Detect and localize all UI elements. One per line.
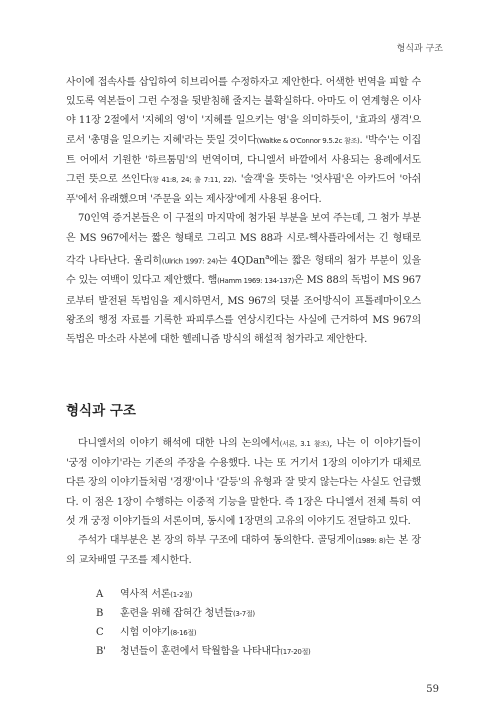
body-text-top (66, 73, 421, 349)
superscript: a (265, 252, 270, 261)
running-header: 형식과 구조 (396, 44, 443, 54)
outline-text: 청년들이 훈련에서 탁월함을 나타내다 (120, 646, 281, 657)
outline-letter: C (96, 627, 104, 638)
chiastic-outline (96, 585, 416, 661)
section-heading: 형식과 구조 (66, 403, 136, 419)
outline-text: 시험 이야기 (120, 627, 171, 638)
verse-ref: (3-7절) (233, 610, 255, 618)
outline-item (96, 623, 416, 642)
verse-ref: (1-2절) (170, 591, 193, 599)
paragraph-form: 다니엘서의 이야기 해석에 대한 나의 논의에서(서론, 3.1 참조), 나는 이 이야기들이 '궁정 이야기'라는 기존의 주장을 수용했다. 나는 또 거기서 1장의 이야기가 대체로 다른 장의 이야기들처럼 '경쟁'이나 '갈등'의 유형과 잘 맞지 않는다는 사실도 언급했다. 이 점은 1장이 수행하는 이중적 기능을 말한다. 즉 1장은 다니엘서 전체 특히 여섯 개 궁정 이야기들의 서론이며, 동시에 1장면의 고유의 이야기도 전달하고 있다. (66, 438, 421, 527)
paragraph-septuagint: 70인역 증거본들은 이 구절의 마지막에 첨가된 부분을 보여 주는데, 그 첨가 부분은 MS 967에서는 짧은 형태로 그리고 MS 88과 시로-헥사플라에서는 긴 형태로 각각 나타난다. 울리히(Ulrich 1997: 24)는 4QDan$^a$에는 짧은 형태의 첨가 부분이 있을 수 있는 여백이 있다고 제안했다. 햄(Hamm 1969: 134-137)은 MS 88의 독법이 MS 967로부터 발전된 독법임을 제시하면서, MS 967의 덧붙 조어방식이 프톨레마이오스 왕조의 행정 자료를 기록한 파피루스를 연상시킨다는 사실에 근거하여 MS 967의 독법은 마소라 사본에 대한 헬레니즘 방식의 해설적 첨가라고 제안한다. (66, 213, 422, 345)
outline-letter: B' (96, 646, 106, 657)
citation: (Hamm 1969: 134-137) (217, 277, 294, 286)
citation: (서론, 3.1 참조) (279, 440, 330, 448)
outline-text: 역사적 서론 (120, 589, 171, 600)
outline-item (96, 604, 416, 623)
outline-letter: A (96, 589, 104, 600)
verse-ref: (8-16절) (170, 629, 197, 637)
page-number: 59 (426, 684, 439, 695)
verse-ref: (17-20절) (280, 648, 311, 656)
citation: (1989: 8) (355, 537, 386, 546)
body-text-section (66, 434, 421, 570)
citation: (Waltke & O'Connor 9.5.2c 참조) (256, 136, 360, 145)
outline-text: 훈련을 위해 잡혀간 청년들 (120, 608, 233, 619)
paragraph-continuation: 사이에 접속사를 삽입하여 히브리어를 수정하자고 제안한다. 어색한 번역을 피할 수 있도록 역본들이 그런 수정을 뒷받침해 줄지는 불확실하다. 아마도 이 연계형은 이사야 11장 2절에서 '지혜의 영'이 '지혜를 일으키는 영'을 의미하듯이, '효과의 생격'으로서 '총명을 일으키는 지혜'라는 뜻일 것이다(Waltke & O'Connor 9.5.2c 참조). '박수'는 이집트 어에서 기원한 '하르툼밈'의 번역이며, 다니엘서 바깥에서 사용되는 용례에서도 그런 뜻으로 쓰인다(창 41:8, 24; 출 7:11, 22). '술객'을 뜻하는 '엇샤핌'은 아카드어 '아쉬푸'에서 유래했으며 '주문을 외는 제사장'에게 사용된 용어다. (66, 77, 421, 206)
outline-item (96, 585, 416, 604)
outline-letter: B (96, 608, 104, 619)
citation: (Ulrich 1997: 24) (161, 257, 218, 266)
outline-item (96, 642, 416, 661)
paragraph-structure: 주석가 대부분은 본 장의 하부 구조에 대하여 동의한다. 골딩게이(1989: 8)는 본 장의 교차배열 구조를 제시한다. (66, 535, 421, 567)
citation: (창 41:8, 24; 출 7:11, 22) (149, 176, 234, 185)
